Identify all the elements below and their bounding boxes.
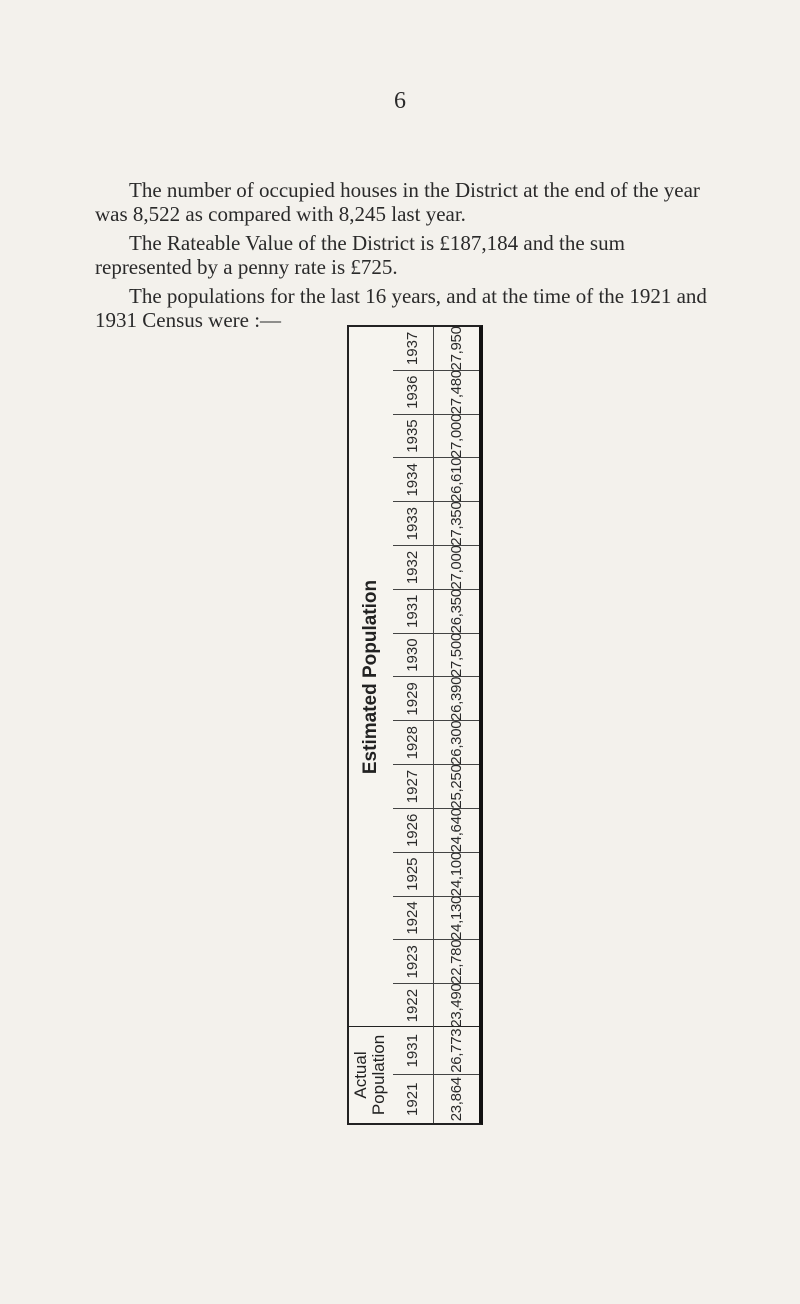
- actual-population-column: [393, 1076, 479, 1124]
- estimated-population-value: 27,350: [433, 502, 479, 545]
- estimated-population-value: 27,500: [433, 634, 479, 677]
- actual-population-columns: [393, 1027, 479, 1123]
- paragraph-rateable-value: The Rateable Value of the District is £187,184 and the sum represented by a penny rate is £725.: [95, 231, 625, 279]
- estimated-population-value: 27,000: [433, 546, 479, 589]
- population-table: [347, 325, 483, 1125]
- paragraph-occupied-houses: The number of occupied houses in the District at the end of the year was 8,522 as compared with 8,245 last year.: [95, 178, 700, 226]
- estimated-population-value: 24,640: [433, 809, 479, 852]
- estimated-population-year: 1923: [404, 945, 421, 979]
- actual-population-group: [349, 1026, 479, 1123]
- estimated-population-column: [393, 634, 479, 678]
- paragraph-populations-intro: The populations for the last 16 years, and at the time of the 1921 and 1931 Census were :—: [95, 284, 707, 332]
- estimated-population-column: [393, 984, 479, 1027]
- estimated-population-year: 1929: [404, 682, 421, 716]
- estimated-population-column: [393, 853, 479, 897]
- estimated-population-year: 1934: [404, 463, 421, 497]
- estimated-population-year: 1931: [404, 594, 421, 628]
- actual-population-heading: Actual Population: [351, 1034, 388, 1116]
- estimated-population-column: [393, 546, 479, 590]
- estimated-population-year: 1924: [404, 901, 421, 935]
- estimated-population-columns: [393, 327, 479, 1027]
- estimated-population-year: 1930: [404, 638, 421, 672]
- estimated-population-group: [349, 327, 479, 1027]
- estimated-population-column: [393, 415, 479, 459]
- estimated-population-year: 1937: [404, 331, 421, 366]
- estimated-population-year: 1932: [404, 550, 421, 585]
- estimated-population-value: 26,610: [433, 458, 479, 501]
- estimated-population-column: [393, 721, 479, 765]
- estimated-population-column: [393, 590, 479, 634]
- estimated-population-value: 22,780: [433, 940, 479, 983]
- estimated-population-column: [393, 897, 479, 941]
- estimated-population-value: 26,350: [433, 590, 479, 633]
- estimated-population-value: 27,480: [433, 371, 479, 414]
- estimated-population-column: [393, 765, 479, 809]
- estimated-population-year: 1922: [404, 988, 421, 1023]
- estimated-population-year: 1928: [404, 726, 421, 760]
- actual-population-year: 1921: [404, 1082, 421, 1116]
- estimated-population-year: 1936: [404, 375, 421, 409]
- actual-population-value: 23,864: [433, 1076, 479, 1124]
- estimated-population-column: [393, 371, 479, 415]
- estimated-population-column: [393, 458, 479, 502]
- estimated-population-year: 1935: [404, 419, 421, 453]
- estimated-population-column: [393, 502, 479, 546]
- estimated-population-year: 1926: [404, 813, 421, 848]
- estimated-population-value: 23,490: [433, 984, 479, 1027]
- estimated-population-year: 1925: [404, 857, 421, 891]
- estimated-population-value: 25,250: [433, 765, 479, 808]
- estimated-population-year: 1933: [404, 506, 421, 541]
- actual-population-column: [393, 1027, 479, 1076]
- estimated-population-value: 27,950: [433, 327, 479, 370]
- actual-population-value: 26,773: [433, 1027, 479, 1075]
- estimated-population-value: 24,100: [433, 853, 479, 896]
- estimated-population-column: [393, 940, 479, 984]
- estimated-population-column: [393, 809, 479, 853]
- estimated-population-column: [393, 678, 479, 722]
- page-number: 6: [394, 88, 406, 114]
- estimated-population-value: 24,130: [433, 897, 479, 940]
- actual-population-year: 1931: [404, 1034, 421, 1068]
- estimated-population-column: [393, 327, 479, 371]
- estimated-population-year: 1927: [404, 769, 421, 804]
- estimated-population-value: 26,390: [433, 678, 479, 721]
- estimated-population-value: 27,000: [433, 415, 479, 458]
- estimated-population-heading: Estimated Population: [360, 579, 381, 775]
- estimated-population-value: 26,300: [433, 721, 479, 764]
